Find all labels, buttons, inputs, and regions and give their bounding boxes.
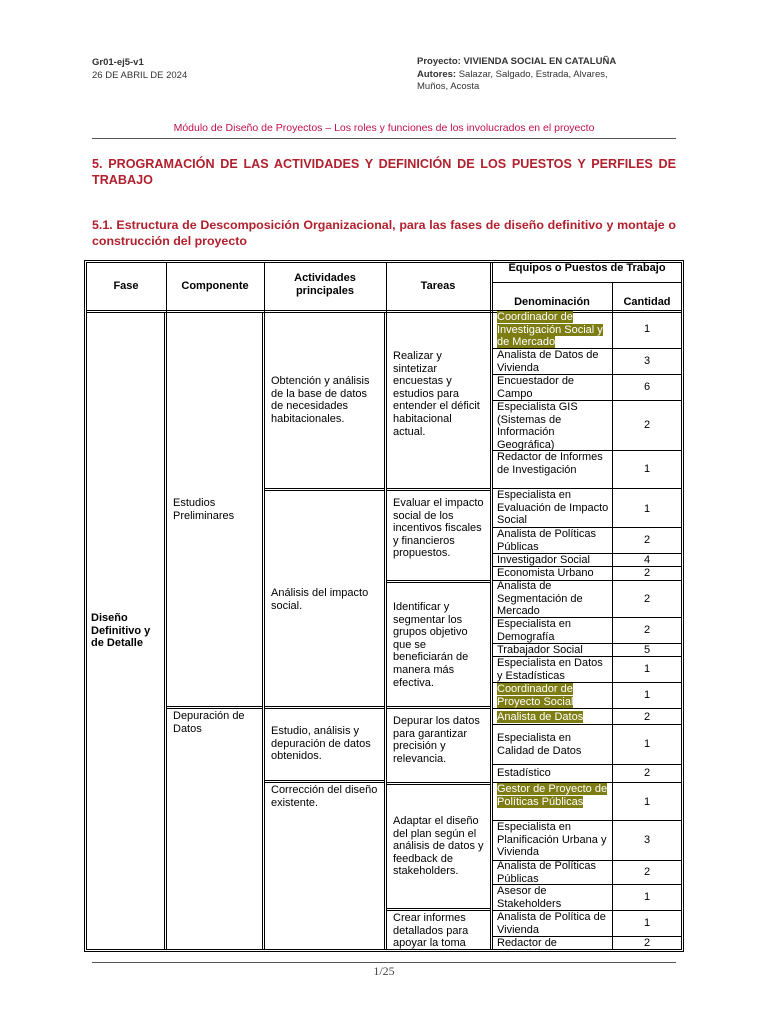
actividad-2: Análisis del impacto social.	[271, 587, 369, 612]
table-row-cant: 1	[643, 738, 651, 750]
table-row-cant: 2	[643, 593, 651, 605]
header-fase: Fase	[113, 280, 139, 292]
table-row-den: Investigador Social	[497, 554, 590, 566]
table-row-den: Gestor de Proyecto de Políticas Públicas	[497, 783, 608, 808]
table-row-den: Encuestador de Campo	[497, 375, 575, 400]
tarea-4: Depurar los datos para garantizar precisión y relevancia.	[393, 715, 480, 765]
project-label: Proyecto:	[417, 56, 461, 67]
table-row-cant: 2	[643, 534, 651, 546]
table-row-cant: 4	[643, 554, 651, 566]
table-row-cant: 1	[643, 796, 651, 808]
table-row-cant: 6	[643, 381, 651, 393]
header-tareas: Tareas	[420, 280, 456, 292]
table-row-den: Especialista en Planificación Urbana y Vivienda	[497, 821, 607, 859]
componente-depuracion: Depuración de Datos	[173, 710, 245, 735]
table-row-den: Especialista GIS (Sistemas de Información Geográfica)	[497, 401, 578, 451]
table-row-den: Analista de Política de Vivienda	[497, 911, 606, 936]
tarea-5: Adaptar el diseño del plan según el análisis de datos y feedback de stakeholders.	[393, 815, 484, 878]
table-row-den: Economista Urbano	[497, 567, 594, 579]
table-row-den: Analista de Datos	[497, 711, 584, 723]
table-row-cant: 2	[643, 419, 651, 431]
header-equipos: Equipos o Puestos de Trabajo	[508, 262, 666, 274]
header-componente: Componente	[181, 280, 249, 292]
table-row-cant: 1	[643, 663, 651, 675]
fase-cell: Diseño Definitivo y de Detalle	[91, 612, 151, 650]
componente-estudios: Estudios Preliminares	[173, 497, 235, 522]
table-row-cant: 2	[643, 866, 651, 878]
module-title: Módulo de Diseño de Proyectos – Los roles y funciones de los involucrados en el proyecto	[173, 122, 595, 134]
header-actividades: Actividades principales	[294, 272, 356, 297]
table-row-cant: 2	[643, 767, 651, 779]
table-row-cant: 1	[643, 323, 651, 335]
table-row-den: Coordinador de Proyecto Social	[497, 683, 574, 708]
table-row-den: Estadístico	[497, 767, 551, 779]
tarea-3: Identificar y segmentar los grupos objetivo que se beneficiarán de manera más efectiva.	[393, 601, 469, 689]
project-name: VIVIENDA SOCIAL EN CATALUÑA	[463, 56, 617, 67]
table-row-cant: 2	[643, 624, 651, 636]
table-row-cant: 1	[643, 917, 651, 929]
table-row-cant: 5	[643, 644, 651, 656]
section-title: 5. PROGRAMACIÓN DE LAS ACTIVIDADES Y DEFINICIÓN DE LOS PUESTOS Y PERFILES DE TRABAJO	[92, 157, 676, 187]
table-row-cant: 3	[643, 834, 651, 846]
footer-divider	[92, 962, 676, 963]
header-denominacion: Denominación	[514, 296, 590, 308]
table-row-cant: 1	[643, 689, 651, 701]
actividad-3: Estudio, análisis y depuración de datos obtenidos.	[271, 725, 371, 763]
table-row-den: Analista de Políticas Públicas	[497, 860, 597, 885]
authors-line1: Salazar, Salgado, Estrada, Alvares,	[458, 68, 608, 80]
table-row-den: Coordinador de Investigación Social y de Mercado	[497, 311, 603, 349]
table-row-den: Trabajador Social	[497, 644, 583, 656]
tarea-2: Evaluar el impacto social de los incentivos fiscales y financieros propuestos.	[393, 497, 484, 560]
table-row-den: Analista de Políticas Públicas	[497, 528, 597, 553]
tarea-6: Crear informes detallados para apoyar la toma	[393, 912, 469, 950]
table-row-cant: 2	[643, 711, 651, 723]
table-row-den: Asesor de Stakeholders	[497, 885, 562, 910]
page-number: 1/25	[373, 964, 395, 978]
table-row-cant: 1	[643, 503, 651, 515]
table-row-den: Analista de Datos de Vivienda	[497, 349, 599, 374]
table-row-cant: 1	[643, 463, 651, 475]
table-row-den: Analista de Segmentación de Mercado	[497, 580, 583, 618]
subsection-title: 5.1. Estructura de Descomposición Organizacional, para las fases de diseño definitivo y montaje o construcción del proyecto	[92, 218, 676, 248]
table-row-cant: 1	[643, 891, 651, 903]
tarea-1: Realizar y sintetizar encuestas y estudios para entender el déficit habitacional actual.	[393, 350, 480, 438]
table-row-den: Especialista en Datos y Estadísticas	[497, 657, 603, 682]
authors-line2: Muños, Acosta	[417, 81, 480, 92]
table-row-cant: 2	[643, 567, 651, 579]
doc-date: 26 DE ABRIL DE 2024	[92, 70, 188, 81]
table-row-cant: 2	[643, 937, 651, 949]
table-row-den: Especialista en Demografía	[497, 618, 571, 643]
table-row-den: Redactor de	[497, 937, 557, 949]
doc-code: Gr01-ej5-v1	[92, 57, 144, 68]
header-cantidad: Cantidad	[623, 296, 671, 308]
table-row-cant: 3	[643, 355, 651, 367]
actividad-4: Corrección del diseño existente.	[271, 784, 378, 809]
table-row-den: Especialista en Evaluación de Impacto Social	[497, 489, 609, 527]
actividad-1: Obtención y análisis de la base de datos de necesidades habitacionales.	[271, 375, 370, 425]
table-row-den: Redactor de Informes de Investigación	[497, 451, 603, 476]
table-row-den: Especialista en Calidad de Datos	[497, 732, 582, 757]
authors-label: Autores:	[417, 68, 457, 80]
